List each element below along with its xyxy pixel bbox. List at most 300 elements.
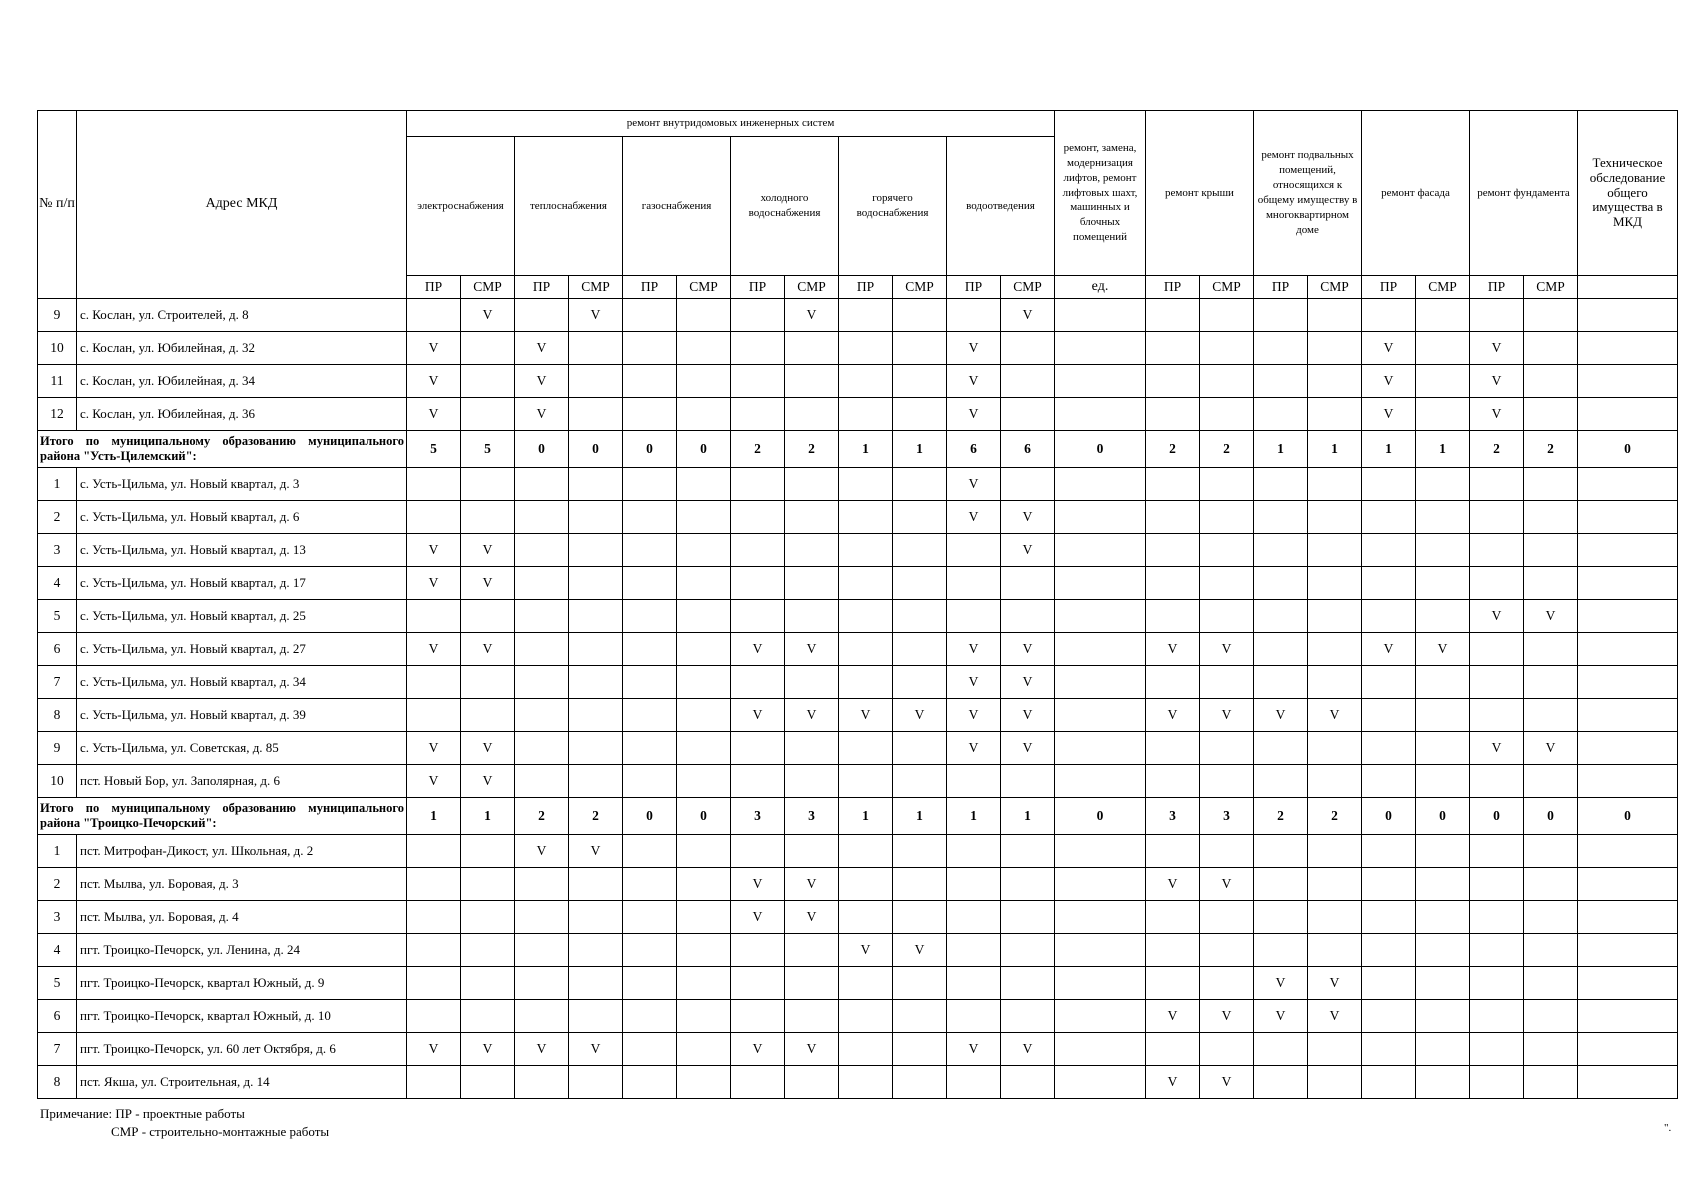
mark-cell: V [1200, 633, 1254, 666]
mark-cell [1362, 666, 1416, 699]
mark-cell [1254, 365, 1308, 398]
address-cell: с. Усть-Цильма, ул. Новый квартал, д. 25 [77, 600, 407, 633]
mark-cell [1416, 299, 1470, 332]
header-smr: СМР [1200, 276, 1254, 299]
mark-cell [1146, 468, 1200, 501]
mark-cell [1055, 868, 1146, 901]
mark-cell [1001, 901, 1055, 934]
mark-cell [1254, 501, 1308, 534]
mark-cell: V [461, 1033, 515, 1066]
mark-cell [731, 967, 785, 1000]
mark-cell [1146, 1033, 1200, 1066]
mark-cell [515, 967, 569, 1000]
mark-cell [461, 365, 515, 398]
address-cell: пгт. Троицко-Печорск, квартал Южный, д. 9 [77, 967, 407, 1000]
mark-cell [569, 1000, 623, 1033]
address-cell: с. Усть-Цильма, ул. Советская, д. 85 [77, 732, 407, 765]
mark-cell [1524, 398, 1578, 431]
mark-cell [1308, 868, 1362, 901]
mark-cell [1055, 967, 1146, 1000]
header-pr: ПР [839, 276, 893, 299]
mark-cell: V [839, 699, 893, 732]
mark-cell [1055, 732, 1146, 765]
header-pr: ПР [1146, 276, 1200, 299]
mark-cell [1146, 765, 1200, 798]
mark-cell: V [515, 365, 569, 398]
mark-cell: V [1001, 501, 1055, 534]
mark-cell [1200, 934, 1254, 967]
address-cell: пст. Мылва, ул. Боровая, д. 3 [77, 868, 407, 901]
subtotal-value-cell: 1 [1001, 798, 1055, 835]
mark-cell [407, 600, 461, 633]
mark-cell [623, 967, 677, 1000]
mark-cell [731, 398, 785, 431]
mark-cell: V [407, 1033, 461, 1066]
mark-cell [1308, 1033, 1362, 1066]
address-cell: с. Кослан, ул. Юбилейная, д. 36 [77, 398, 407, 431]
mark-cell [1578, 600, 1678, 633]
mark-cell: V [1362, 332, 1416, 365]
mark-cell [1524, 835, 1578, 868]
mark-cell [1308, 501, 1362, 534]
mark-cell [1146, 332, 1200, 365]
header-pr: ПР [731, 276, 785, 299]
mark-cell [623, 732, 677, 765]
mark-cell [1055, 1033, 1146, 1066]
table-row [38, 765, 1678, 798]
mark-cell [1470, 765, 1524, 798]
mark-cell [461, 868, 515, 901]
subtotal-label: Итого по муниципальному образованию муниципального района "Троицко-Печорский": [38, 798, 407, 835]
mark-cell [1308, 765, 1362, 798]
mark-cell [1001, 765, 1055, 798]
mark-cell [407, 666, 461, 699]
mark-cell [1146, 398, 1200, 431]
mark-cell [1470, 468, 1524, 501]
mark-cell: V [1362, 365, 1416, 398]
mark-cell [1578, 666, 1678, 699]
mark-cell [1578, 901, 1678, 934]
mark-cell [1146, 501, 1200, 534]
mark-cell: V [1470, 732, 1524, 765]
mark-cell [569, 699, 623, 732]
mark-cell [1055, 835, 1146, 868]
subtotal-value-cell: 0 [623, 798, 677, 835]
row-number: 4 [38, 567, 77, 600]
mark-cell [1470, 835, 1524, 868]
mark-cell [1362, 868, 1416, 901]
mark-cell [947, 967, 1001, 1000]
mark-cell [1470, 901, 1524, 934]
mark-cell [785, 501, 839, 534]
mark-cell: V [731, 633, 785, 666]
mark-cell [407, 299, 461, 332]
mark-cell: V [785, 699, 839, 732]
mark-cell: V [947, 332, 1001, 365]
mark-cell [1524, 868, 1578, 901]
mark-cell [1001, 468, 1055, 501]
mark-cell [731, 468, 785, 501]
subtotal-label: Итого по муниципальному образованию муниципального района "Усть-Цилемский": [38, 431, 407, 468]
mark-cell [1001, 398, 1055, 431]
mark-cell [731, 666, 785, 699]
mark-cell [1416, 699, 1470, 732]
mark-cell [623, 567, 677, 600]
mark-cell [1254, 765, 1308, 798]
mark-cell [839, 567, 893, 600]
address-cell: с. Усть-Цильма, ул. Новый квартал, д. 13 [77, 534, 407, 567]
subtotal-value-cell: 1 [839, 798, 893, 835]
table-row [38, 600, 1678, 633]
mark-cell [1254, 332, 1308, 365]
mark-cell [623, 534, 677, 567]
mark-cell [677, 501, 731, 534]
mark-cell [1055, 501, 1146, 534]
mark-cell [1001, 567, 1055, 600]
mark-cell [677, 868, 731, 901]
mark-cell [1578, 365, 1678, 398]
mark-cell [731, 765, 785, 798]
mark-cell [1362, 765, 1416, 798]
mark-cell: V [1001, 633, 1055, 666]
mark-cell [893, 299, 947, 332]
mark-cell [1578, 835, 1678, 868]
mark-cell [1362, 534, 1416, 567]
mark-cell [1055, 666, 1146, 699]
address-cell: с. Усть-Цильма, ул. Новый квартал, д. 6 [77, 501, 407, 534]
subtotal-value-cell: 1 [1254, 431, 1308, 468]
mark-cell [947, 1000, 1001, 1033]
mark-cell [1524, 967, 1578, 1000]
mark-cell: V [515, 332, 569, 365]
subtotal-value-cell: 0 [1524, 798, 1578, 835]
mark-cell: V [1001, 666, 1055, 699]
mark-cell [1416, 835, 1470, 868]
mark-cell [1200, 1033, 1254, 1066]
subtotal-value-cell: 0 [569, 431, 623, 468]
subtotal-value-cell: 1 [461, 798, 515, 835]
mark-cell [1146, 600, 1200, 633]
mark-cell [1524, 1000, 1578, 1033]
mark-cell [731, 835, 785, 868]
mark-cell: V [461, 732, 515, 765]
mark-cell [785, 765, 839, 798]
mark-cell: V [569, 299, 623, 332]
mark-cell [839, 868, 893, 901]
mark-cell [839, 600, 893, 633]
mark-cell [1362, 1066, 1416, 1099]
mark-cell: V [1146, 699, 1200, 732]
row-number: 6 [38, 1000, 77, 1033]
mark-cell [1416, 934, 1470, 967]
mark-cell [623, 398, 677, 431]
mark-cell [1254, 534, 1308, 567]
mark-cell: V [839, 934, 893, 967]
mark-cell [677, 567, 731, 600]
mark-cell [461, 1066, 515, 1099]
repair-plan-table [37, 110, 1678, 1099]
mark-cell [1254, 835, 1308, 868]
mark-cell [1416, 600, 1470, 633]
mark-cell [1001, 1066, 1055, 1099]
mark-cell [1055, 600, 1146, 633]
mark-cell [623, 332, 677, 365]
mark-cell [407, 699, 461, 732]
mark-cell [461, 901, 515, 934]
mark-cell [785, 468, 839, 501]
mark-cell [407, 868, 461, 901]
mark-cell: V [1001, 1033, 1055, 1066]
mark-cell [569, 633, 623, 666]
mark-cell [677, 699, 731, 732]
row-number: 1 [38, 835, 77, 868]
mark-cell [1524, 534, 1578, 567]
subtotal-value-cell: 2 [731, 431, 785, 468]
mark-cell [677, 1033, 731, 1066]
mark-cell [1524, 1066, 1578, 1099]
subtotal-value-cell: 0 [1416, 798, 1470, 835]
subtotal-value-cell: 1 [893, 431, 947, 468]
mark-cell [1200, 365, 1254, 398]
mark-cell [569, 732, 623, 765]
mark-cell [1362, 299, 1416, 332]
row-number: 10 [38, 332, 77, 365]
mark-cell [1578, 967, 1678, 1000]
address-cell: с. Усть-Цильма, ул. Новый квартал, д. 34 [77, 666, 407, 699]
mark-cell: V [461, 633, 515, 666]
row-number: 3 [38, 534, 77, 567]
mark-cell: V [947, 666, 1001, 699]
mark-cell [1524, 666, 1578, 699]
address-cell: пгт. Троицко-Печорск, ул. 60 лет Октября, д. 6 [77, 1033, 407, 1066]
mark-cell [1001, 835, 1055, 868]
mark-cell [893, 365, 947, 398]
header-engineering-systems: ремонт внутридомовых инженерных систем [407, 111, 1055, 137]
mark-cell [1416, 332, 1470, 365]
address-cell: пст. Митрофан-Дикост, ул. Школьная, д. 2 [77, 835, 407, 868]
mark-cell [407, 1000, 461, 1033]
mark-cell [1362, 567, 1416, 600]
subtotal-value-cell: 1 [1362, 431, 1416, 468]
mark-cell [407, 901, 461, 934]
mark-cell [1308, 600, 1362, 633]
mark-cell: V [407, 765, 461, 798]
mark-cell [1146, 567, 1200, 600]
mark-cell: V [947, 633, 1001, 666]
subtotal-value-cell: 0 [677, 798, 731, 835]
mark-cell [731, 567, 785, 600]
mark-cell [1001, 1000, 1055, 1033]
mark-cell [947, 534, 1001, 567]
row-number: 8 [38, 1066, 77, 1099]
mark-cell [731, 600, 785, 633]
mark-cell [1055, 468, 1146, 501]
row-number: 12 [38, 398, 77, 431]
mark-cell [623, 868, 677, 901]
mark-cell: V [1001, 732, 1055, 765]
mark-cell [1578, 501, 1678, 534]
mark-cell [407, 468, 461, 501]
mark-cell [785, 365, 839, 398]
row-number: 10 [38, 765, 77, 798]
table-row [38, 1033, 1678, 1066]
mark-cell [623, 365, 677, 398]
mark-cell [731, 534, 785, 567]
closing-mark: ". [1664, 1122, 1672, 1134]
mark-cell: V [1200, 1066, 1254, 1099]
subtotal-value-cell: 2 [1146, 431, 1200, 468]
mark-cell [515, 633, 569, 666]
mark-cell [407, 835, 461, 868]
mark-cell [1524, 468, 1578, 501]
subtotal-value-cell: 0 [677, 431, 731, 468]
header-gas: газоснабжения [623, 137, 731, 276]
mark-cell: V [1524, 600, 1578, 633]
mark-cell [947, 868, 1001, 901]
mark-cell [1416, 534, 1470, 567]
address-cell: с. Кослан, ул. Юбилейная, д. 32 [77, 332, 407, 365]
mark-cell [1055, 299, 1146, 332]
mark-cell [1308, 835, 1362, 868]
mark-cell [1254, 1066, 1308, 1099]
table-row [38, 934, 1678, 967]
mark-cell [1055, 1066, 1146, 1099]
mark-cell: V [1308, 1000, 1362, 1033]
header-address: Адрес МКД [77, 111, 407, 299]
mark-cell [623, 468, 677, 501]
mark-cell [569, 332, 623, 365]
mark-cell [1055, 901, 1146, 934]
mark-cell [569, 398, 623, 431]
mark-cell: V [1470, 332, 1524, 365]
mark-cell: V [1001, 534, 1055, 567]
header-pr: ПР [1470, 276, 1524, 299]
mark-cell: V [1254, 699, 1308, 732]
mark-cell [1200, 398, 1254, 431]
mark-cell: V [407, 732, 461, 765]
mark-cell: V [461, 299, 515, 332]
mark-cell [1055, 633, 1146, 666]
mark-cell [1055, 699, 1146, 732]
mark-cell [461, 699, 515, 732]
mark-cell [1416, 732, 1470, 765]
row-number: 3 [38, 901, 77, 934]
header-foundation: ремонт фундамента [1470, 111, 1578, 276]
header-unit: ед. [1055, 276, 1146, 299]
mark-cell [677, 901, 731, 934]
mark-cell [1416, 868, 1470, 901]
mark-cell [1055, 567, 1146, 600]
mark-cell [1524, 934, 1578, 967]
mark-cell [1578, 1066, 1678, 1099]
mark-cell [1524, 633, 1578, 666]
table-row [38, 501, 1678, 534]
mark-cell: V [407, 332, 461, 365]
mark-cell [1200, 666, 1254, 699]
header-basement: ремонт подвальных помещений, относящихся к общему имуществу в многоквартирном доме [1254, 111, 1362, 276]
mark-cell [839, 501, 893, 534]
header-drainage: водоотведения [947, 137, 1055, 276]
mark-cell [893, 732, 947, 765]
mark-cell [1308, 633, 1362, 666]
mark-cell [1254, 901, 1308, 934]
mark-cell [1362, 1000, 1416, 1033]
mark-cell [1254, 732, 1308, 765]
mark-cell [785, 398, 839, 431]
mark-cell [623, 835, 677, 868]
mark-cell [1578, 934, 1678, 967]
table-row [38, 1000, 1678, 1033]
mark-cell [1308, 398, 1362, 431]
mark-cell [515, 299, 569, 332]
mark-cell: V [731, 1033, 785, 1066]
mark-cell [1308, 567, 1362, 600]
mark-cell [1524, 1033, 1578, 1066]
mark-cell [1524, 299, 1578, 332]
mark-cell [839, 398, 893, 431]
mark-cell [677, 666, 731, 699]
mark-cell: V [1524, 732, 1578, 765]
mark-cell [1524, 365, 1578, 398]
row-number: 2 [38, 868, 77, 901]
mark-cell: V [407, 365, 461, 398]
table-row [38, 365, 1678, 398]
mark-cell [1416, 1000, 1470, 1033]
mark-cell: V [947, 468, 1001, 501]
row-number: 8 [38, 699, 77, 732]
mark-cell [1055, 1000, 1146, 1033]
header-pr: ПР [623, 276, 677, 299]
subtotal-value-cell: 1 [893, 798, 947, 835]
mark-cell: V [1470, 398, 1524, 431]
mark-cell [569, 501, 623, 534]
header-smr: СМР [677, 276, 731, 299]
mark-cell: V [1200, 868, 1254, 901]
subtotal-value-cell: 2 [1308, 798, 1362, 835]
table-row [38, 299, 1678, 332]
mark-cell: V [947, 1033, 1001, 1066]
mark-cell [1362, 934, 1416, 967]
mark-cell: V [1308, 967, 1362, 1000]
mark-cell [1416, 1066, 1470, 1099]
mark-cell [515, 868, 569, 901]
mark-cell: V [515, 1033, 569, 1066]
mark-cell [1308, 534, 1362, 567]
mark-cell [1470, 299, 1524, 332]
mark-cell [893, 666, 947, 699]
mark-cell [1055, 934, 1146, 967]
mark-cell [1470, 1000, 1524, 1033]
mark-cell [623, 501, 677, 534]
mark-cell [569, 1066, 623, 1099]
mark-cell [785, 1066, 839, 1099]
mark-cell [785, 934, 839, 967]
mark-cell [1200, 901, 1254, 934]
mark-cell [569, 567, 623, 600]
mark-cell [569, 934, 623, 967]
mark-cell [1001, 332, 1055, 365]
subtotal-value-cell: 2 [569, 798, 623, 835]
mark-cell [623, 765, 677, 798]
table-row [38, 332, 1678, 365]
mark-cell [893, 633, 947, 666]
mark-cell: V [407, 633, 461, 666]
mark-cell: V [947, 365, 1001, 398]
mark-cell [677, 365, 731, 398]
mark-cell [947, 934, 1001, 967]
mark-cell [1362, 835, 1416, 868]
mark-cell [515, 901, 569, 934]
